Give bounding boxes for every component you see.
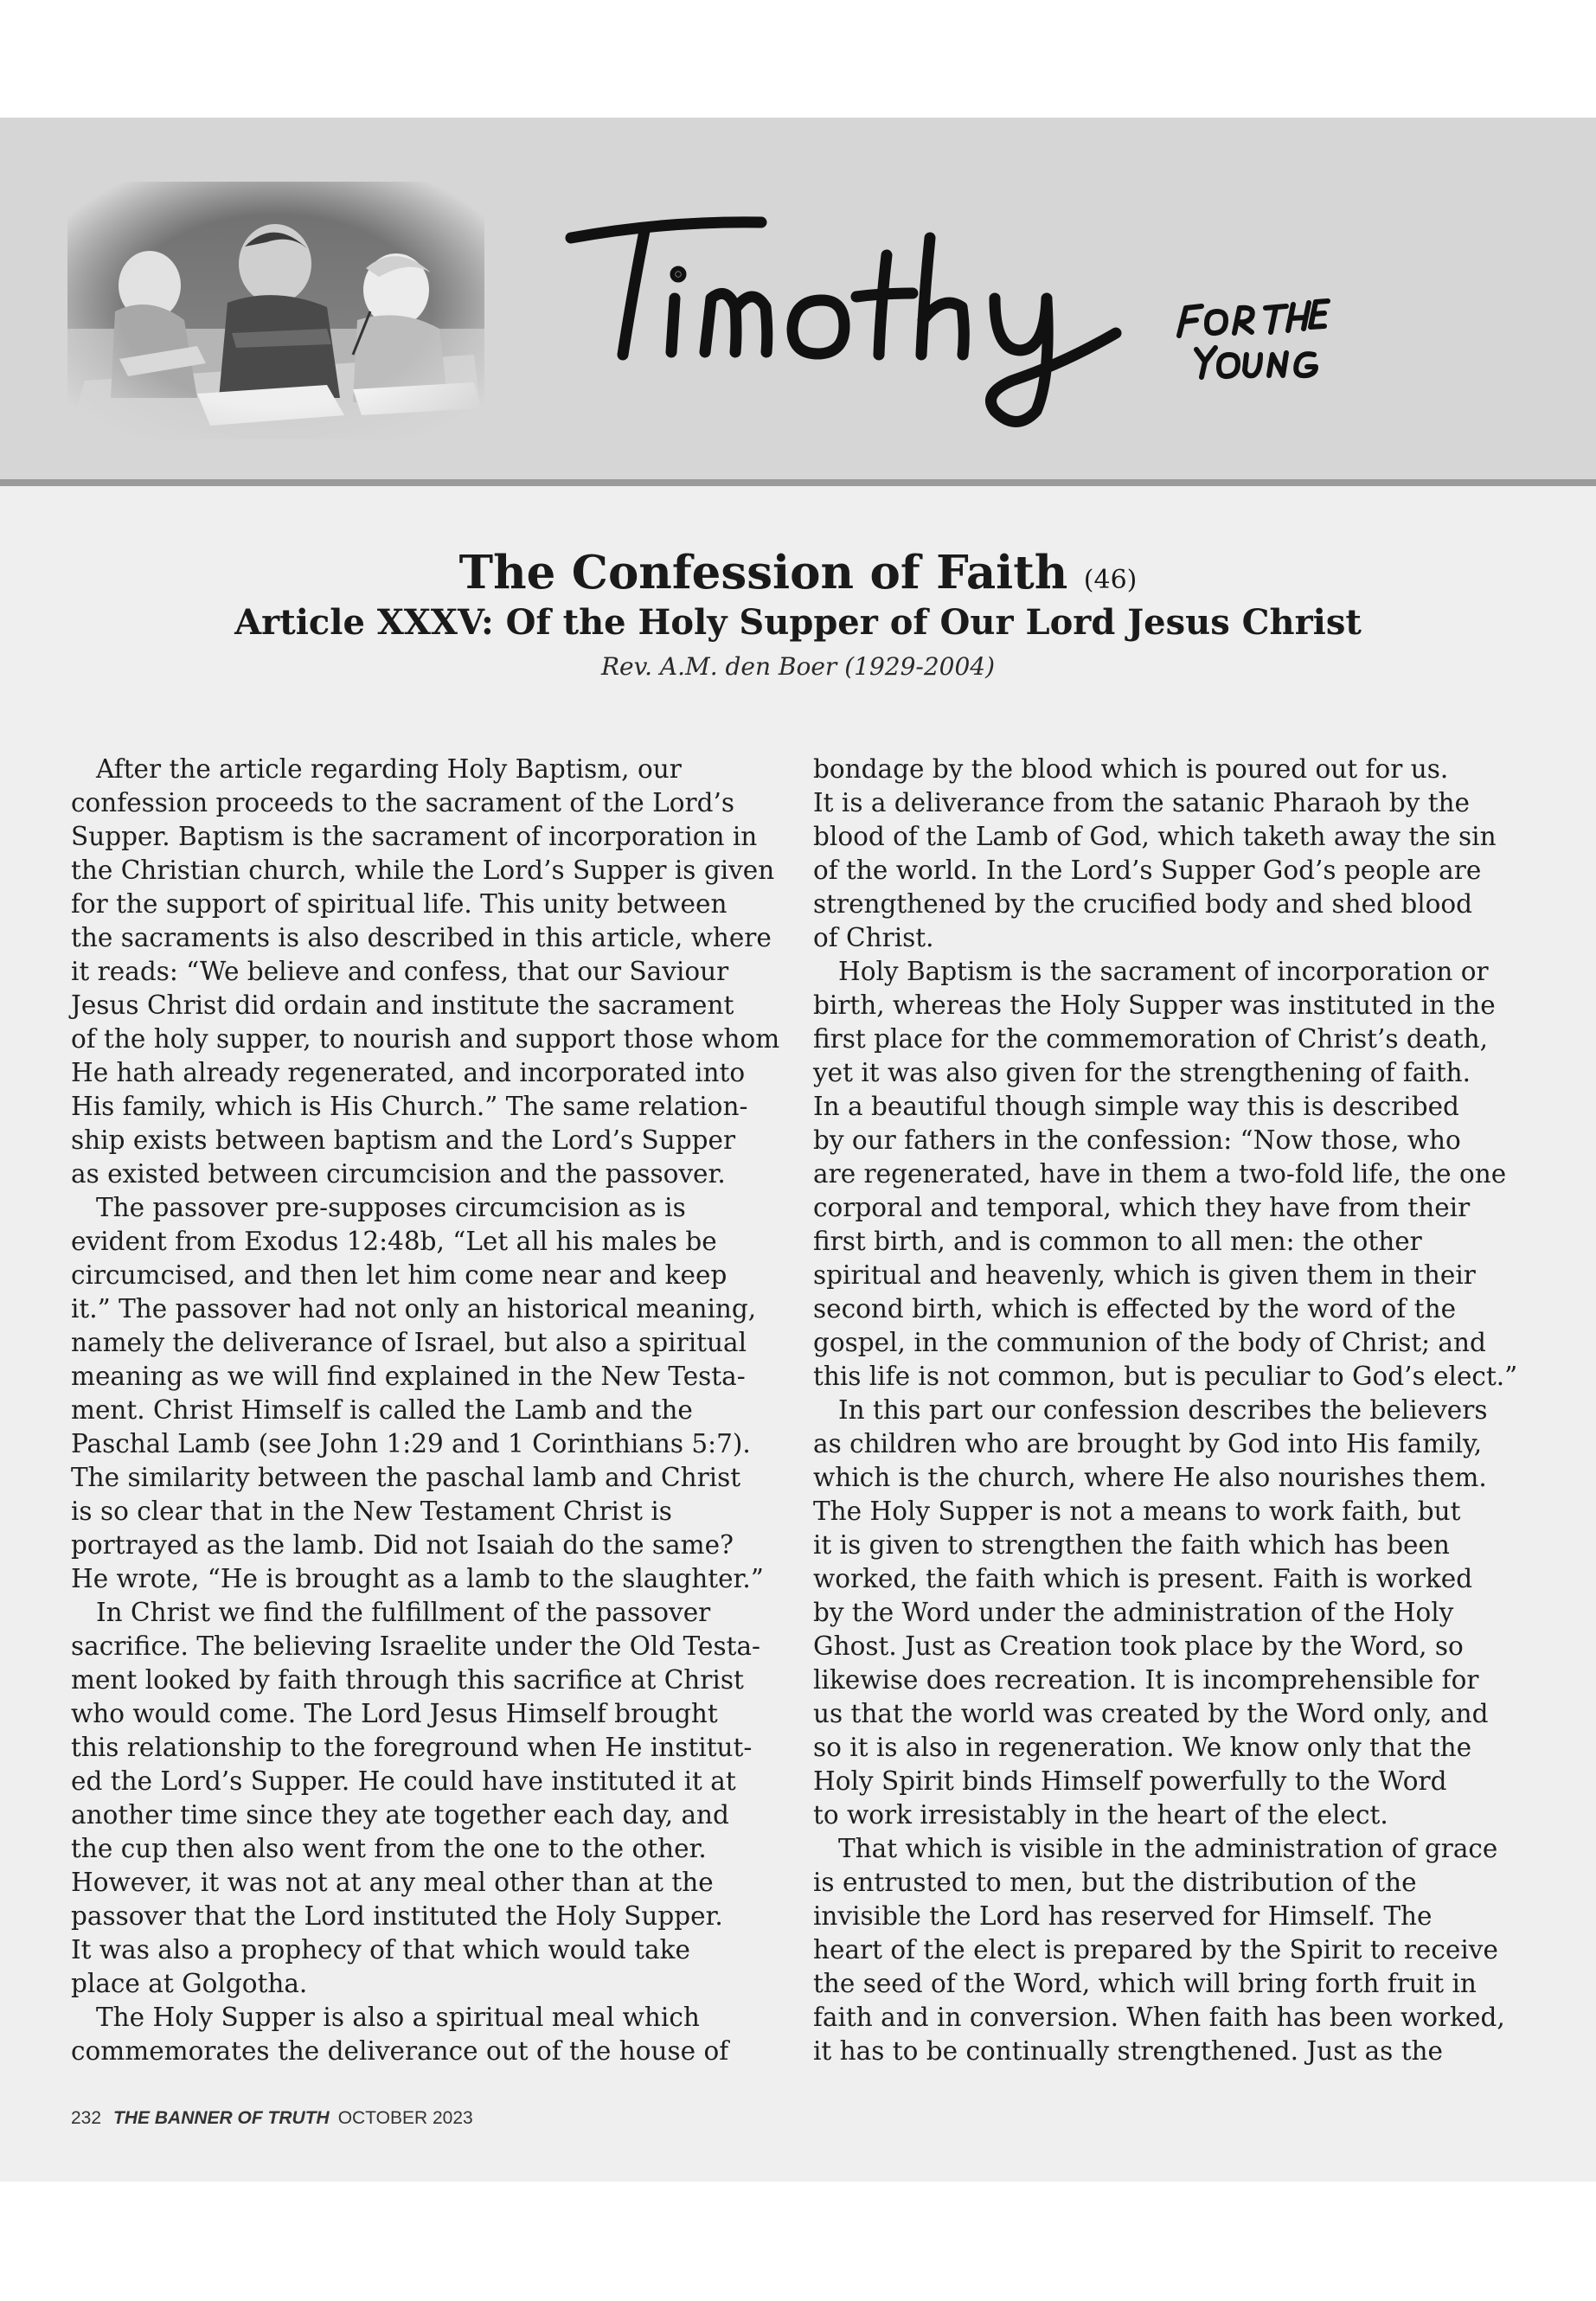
text-line: passover that the Lord instituted the Holy Supper. [71,1901,723,1931]
text-line: ship exists between baptism and the Lord’s Supper [71,1125,736,1155]
text-line: second birth, which is effected by the word of the [813,1294,1457,1324]
text-line: which is the church, where He also nourishes them. [813,1463,1487,1492]
text-line: faith and in conversion. When faith has been worked, [813,2003,1505,2032]
text-line: In this part our confession describes the believers [838,1395,1488,1425]
text-line: portrayed as the lamb. Did not Isaiah do the same? [71,1530,734,1560]
text-line: circumcised, and then let him come near and keep [71,1260,727,1290]
text-line: ment. Christ Himself is called the Lamb and the [71,1395,693,1425]
for-the-young-logo [1172,285,1345,389]
text-line: In a beautiful though simple way this is described [813,1092,1459,1121]
children-drawing-photo [67,182,484,439]
text-line: this relationship to the foreground when He institut- [71,1733,753,1762]
page-number: 232 [71,2108,102,2128]
text-line: Ghost. Just as Creation took place by the Word, so [813,1631,1464,1661]
text-line: is so clear that in the New Testament Christ is [71,1497,672,1526]
text-line: of the world. In the Lord’s Supper God’s people are [813,856,1482,885]
text-line: first place for the commemoration of Christ’s death, [813,1024,1489,1054]
text-line: confession proceeds to the sacrament of the Lord’s [71,788,734,817]
page-footer [71,2107,473,2130]
text-line: heart of the elect is prepared by the Spirit to receive [813,1935,1498,1965]
text-line: evident from Exodus 12:48b, “Let all his males be [71,1227,717,1256]
text-line: ment looked by faith through this sacrifice at Christ [71,1665,744,1695]
text-line: another time since they ate together each day, and [71,1800,729,1830]
text-line: The Holy Supper is also a spiritual meal which [96,2003,700,2032]
issue-date: OCTOBER 2023 [337,2108,473,2128]
text-line: as existed between circumcision and the passover. [71,1159,726,1189]
text-line: who would come. The Lord Jesus Himself brought [71,1699,718,1728]
text-line: as children who are brought by God into His family, [813,1429,1483,1458]
article-subtitle: Article XXXV: Of the Holy Supper of Our Lord Jesus Christ [234,602,1362,643]
article-author: Rev. A.M. den Boer (1929-2004) [600,652,996,681]
text-line: strengthened by the crucified body and shed blood [813,889,1473,919]
text-line: However, it was not at any meal other than at the [71,1868,714,1897]
text-line: He hath already regenerated, and incorporated into [71,1058,746,1087]
text-line: spiritual and heavenly, which is given them in their [813,1260,1476,1290]
text-line: so it is also in regeneration. We know only that the [813,1733,1472,1762]
text-line: place at Golgotha. [71,1969,308,1998]
text-line: the seed of the Word, which will bring forth fruit in [813,1969,1477,1998]
text-line: to work irresistably in the heart of the elect. [813,1800,1388,1830]
text-line: sacrifice. The believing Israelite under the Old Testa- [71,1631,761,1661]
text-line: it has to be continually strengthened. Just as the [813,2036,1444,2066]
text-line: the Christian church, while the Lord’s Supper is given [71,856,775,885]
text-line: yet it was also given for the strengthening of faith. [813,1058,1471,1087]
text-line: are regenerated, have in them a two-fold life, the one [813,1159,1507,1189]
text-line: this life is not common, but is peculiar to God’s elect.” [813,1362,1518,1391]
magazine-name: THE BANNER OF TRUTH [113,2108,330,2128]
text-line: Jesus Christ did ordain and institute the sacrament [71,990,734,1020]
text-line: namely the deliverance of Israel, but also a spiritual [71,1328,747,1357]
text-line: first birth, and is common to all men: the other [813,1227,1422,1256]
text-line: it reads: “We believe and confess, that our Saviour [71,957,729,986]
text-line: it.” The passover had not only an historical meaning, [71,1294,757,1324]
text-line: of Christ. [813,923,934,952]
text-line: It was also a prophecy of that which would take [71,1935,690,1965]
text-line: bondage by the blood which is poured out for us. [813,754,1449,784]
text-line: for the support of spiritual life. This unity between [71,889,727,919]
text-line: The passover pre-supposes circumcision as is [96,1193,686,1222]
article-title-text: The Confession of Faith [458,546,1068,599]
body-column-right [813,753,1533,2068]
text-line: worked, the faith which is present. Faith is worked [813,1564,1473,1593]
text-line: His family, which is His Church.” The same relation- [71,1092,748,1121]
text-line: blood of the Lamb of God, which taketh away the sin [813,822,1497,851]
text-line: by the Word under the administration of the Holy [813,1598,1454,1627]
text-line: of the holy supper, to nourish and support those whom [71,1024,780,1054]
text-line: the sacraments is also described in this article, where [71,923,772,952]
text-line: Holy Baptism is the sacrament of incorporation or [838,957,1489,986]
text-line: birth, whereas the Holy Supper was instituted in the [813,990,1496,1020]
text-line: corporal and temporal, which they have from their [813,1193,1471,1222]
text-line: Paschal Lamb (see John 1:29 and 1 Corinthians 5:7). [71,1429,751,1458]
text-line: After the article regarding Holy Baptism, our [96,754,682,784]
text-line: Holy Spirit binds Himself powerfully to the Word [813,1766,1447,1796]
text-line: He wrote, “He is brought as a lamb to the slaughter.” [71,1564,764,1593]
text-line: gospel, in the communion of the body of Christ; and [813,1328,1486,1357]
text-line: That which is visible in the administration of grace [838,1834,1498,1863]
text-line: The Holy Supper is not a means to work faith, but [813,1497,1461,1526]
text-line: ed the Lord’s Supper. He could have instituted it at [71,1766,736,1796]
text-line: meaning as we will find explained in the New Testa- [71,1362,746,1391]
text-line: it is given to strengthen the faith which has been [813,1530,1450,1560]
text-line: is entrusted to men, but the distribution of the [813,1868,1417,1897]
text-line: In Christ we find the fulfillment of the passover [96,1598,711,1627]
text-line: invisible the Lord has reserved for Himself. The [813,1901,1433,1931]
body-column-left [71,753,791,2068]
text-line: by our fathers in the confession: “Now those, who [813,1125,1461,1155]
banner-divider [0,479,1596,486]
text-line: likewise does recreation. It is incomprehensible for [813,1665,1479,1695]
article-title-number: (46) [1083,565,1138,595]
timothy-logo [562,203,1151,437]
text-line: It is a deliverance from the satanic Pharaoh by the [813,788,1471,817]
text-line: us that the world was created by the Word only, and [813,1699,1489,1728]
text-line: commemorates the deliverance out of the house of [71,2036,729,2066]
text-line: Supper. Baptism is the sacrament of incorporation in [71,822,758,851]
text-line: The similarity between the paschal lamb and Christ [71,1463,741,1492]
text-line: the cup then also went from the one to the other. [71,1834,707,1863]
